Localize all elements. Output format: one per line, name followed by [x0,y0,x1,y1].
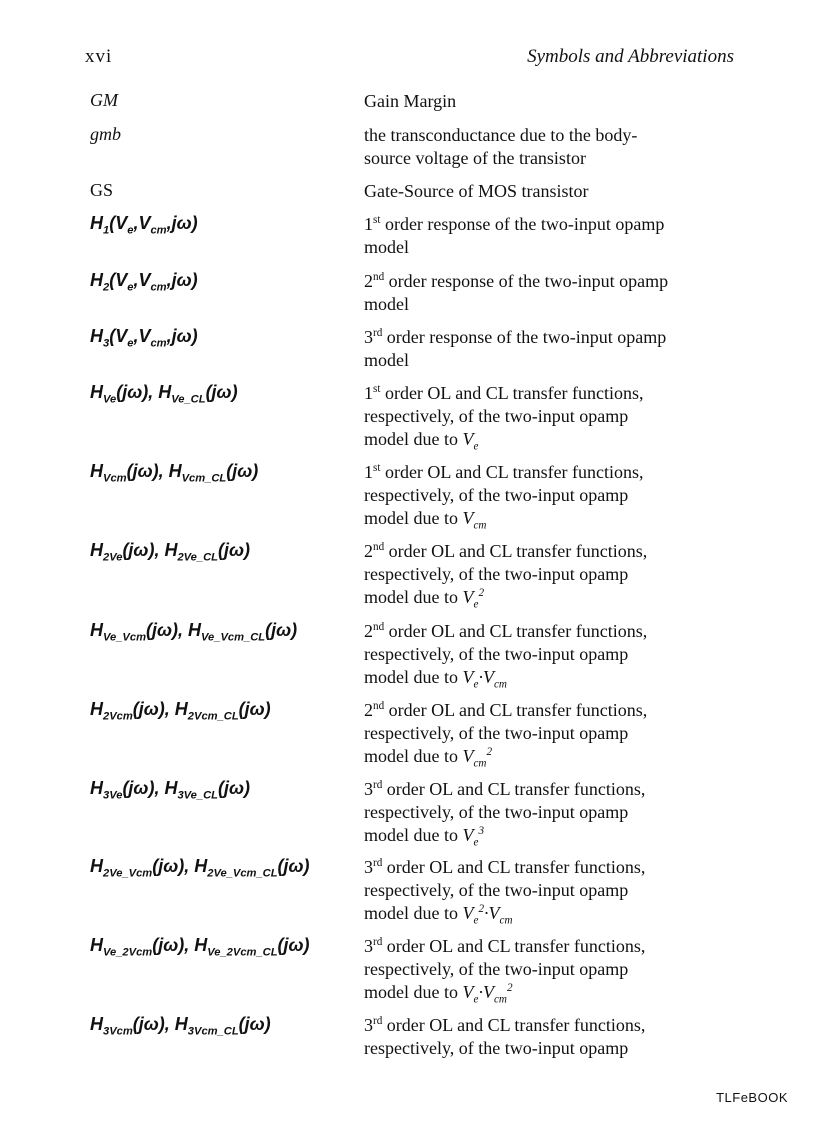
symbol-definition: 3rd order OL and CL transfer functions, respectively, of the two-input opamp model due to $V_e\cdot V_{cm}^2$ [364,936,646,1006]
symbol-definition: 1st order OL and CL transfer functions, respectively, of the two-input opamp model due to $V_{cm}$ [364,462,644,532]
symbol-term: $H_{3Ve}(j\omega)$, $H_{3Ve\_CL}(j\omega)$ [90,778,250,802]
symbol-term: $H_{3Vcm}(j\omega)$, $H_{3Vcm\_CL}(j\omega)$ [90,1014,271,1038]
symbol-term: $H_{2Vcm}(j\omega)$, $H_{2Vcm\_CL}(j\omega)$ [90,699,271,723]
symbol-definition: 3rd order OL and CL transfer functions, respectively, of the two-input opamp model due to $V_e^2\cdot V_{cm}$ [364,857,646,927]
symbol-definition: Gate-Source of MOS transistor [364,181,589,201]
symbol-term: $H_{Ve}(j\omega)$, $H_{Ve\_CL}(j\omega)$ [90,382,238,406]
symbol-term: $H_{Vcm}(j\omega)$, $H_{Vcm\_CL}(j\omega)$ [90,461,259,485]
symbol-definition: 1st order OL and CL transfer functions, respectively, of the two-input opamp model due to $V_e$ [364,383,644,453]
page-number: xvi [85,46,113,67]
symbol-term: $H_{2Ve\_Vcm}(j\omega)$, $H_{2Ve\_Vcm\_CL}(j\omega)$ [90,856,310,880]
symbol-term: $H_{Ve\_Vcm}(j\omega)$, $H_{Ve\_Vcm\_CL}(j\omega)$ [90,620,298,644]
symbol-definition: 3rd order OL and CL transfer functions, respectively, of the two-input opamp model due to $V_e^3$ [364,779,646,849]
symbol-definition: 2nd order OL and CL transfer functions, respectively, of the two-input opamp model due to $V_{cm}^2$ [364,700,648,770]
watermark: TLFeBOOK [716,1090,788,1105]
symbol-definition: 3rd order response of the two-input opamp model [364,327,667,370]
symbol-definition: 1st order response of the two-input opamp model [364,214,665,257]
symbol-term: $H_{Ve\_2Vcm}(j\omega)$, $H_{Ve\_2Vcm\_CL}(j\omega)$ [90,935,310,959]
running-title: Symbols and Abbreviations [527,46,734,67]
symbol-definition: Gain Margin [364,91,457,111]
symbol-definition: the transconductance due to the body- source voltage of the transistor [364,125,638,168]
symbol-definition: 2nd order OL and CL transfer functions, respectively, of the two-input opamp model due to $V_e\cdot V_{cm}$ [364,621,648,691]
symbol-term: $H_1(V_e,V_{cm},j\omega)$ [90,213,198,237]
symbol-definition: 3rd order OL and CL transfer functions, respectively, of the two-input opamp [364,1015,646,1058]
symbol-term: gmb [90,124,121,144]
symbol-definition: 2nd order response of the two-input opamp model [364,271,669,314]
symbol-term: $H_2(V_e,V_{cm},j\omega)$ [90,270,198,294]
symbol-term: $H_{2Ve}(j\omega)$, $H_{2Ve\_CL}(j\omega)$ [90,540,250,564]
symbol-definition: 2nd order OL and CL transfer functions, respectively, of the two-input opamp model due to $V_e^2$ [364,541,648,611]
symbol-term: GS [90,180,114,200]
symbol-term: GM [90,90,118,110]
symbol-term: $H_3(V_e,V_{cm},j\omega)$ [90,326,198,350]
